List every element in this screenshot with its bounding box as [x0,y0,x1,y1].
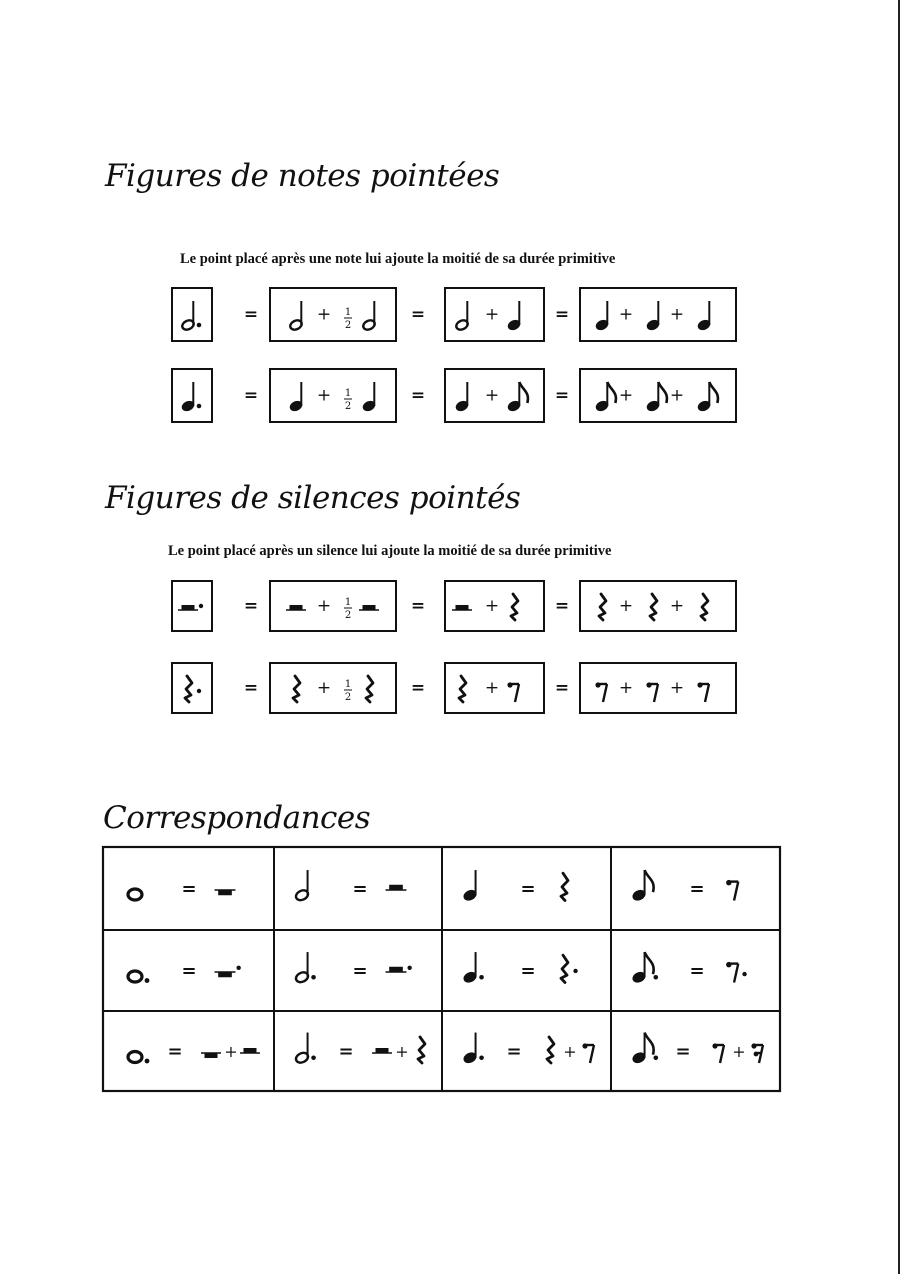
one-half-fraction [344,307,352,331]
fraction-numerator: 1 [344,307,352,318]
eighth-rest-glyph [582,1043,594,1063]
figure-box-1 [172,663,212,713]
table-cell-r3-c1 [128,1041,260,1063]
eighth-rest-glyph [646,682,658,702]
quarter-note-glyph [595,301,610,331]
notes-section-title: Figures de notes pointées [105,158,500,194]
half-rest-glyph [359,605,379,610]
one-half-fraction [344,679,352,703]
notehead [128,889,142,900]
half-note-glyph [455,301,470,331]
rest-stem [705,684,709,702]
rest-stroke [701,594,708,620]
figure-box-2 [270,288,396,341]
rest-stroke [650,594,657,620]
flag [519,382,528,403]
fraction-numerator: 1 [344,388,352,399]
equals-sign-2: = [410,596,426,616]
half-note-dotted-glyph [294,952,315,984]
half-rest-glyph [452,605,472,610]
table-cell-r1-c3 [462,870,568,902]
half-rest-glyph [240,1048,260,1053]
dotted-half-note-row [172,288,736,341]
figure-box-2 [270,581,396,631]
table-cell-r3-c2 [294,1033,425,1065]
whole-note-dotted-glyph [128,971,149,983]
rest-block [389,967,403,972]
rests-section-title: Figures de silences pointés [105,480,521,516]
equals-sign-3: = [554,596,570,616]
rest-dot [646,682,651,687]
rest-stroke [561,955,568,982]
dot [573,969,577,973]
fraction-numerator: 1 [344,597,352,608]
equals-sign: = [520,878,536,900]
table-cell-r2-c3 [462,952,577,984]
plus-sign: + [316,596,332,616]
eighth-rest-glyph [726,880,738,901]
rest-stroke [547,1037,554,1063]
equals-sign-2: = [410,304,426,325]
eighth-rest-glyph [595,682,607,702]
eighth-note-glyph [595,382,616,412]
rest-stem [515,684,519,702]
eighth-note-glyph [646,382,667,412]
plus-sign: + [484,304,500,325]
eighth-note-glyph [631,870,653,902]
flag [645,870,654,892]
table-cell-r3-c3 [462,1033,594,1065]
equals-sign: = [352,878,368,900]
equals-sign-1: = [243,304,259,325]
rest-block [205,1053,218,1058]
figure-box-1 [172,288,212,341]
quarter-note-glyph [362,382,377,412]
eighth-rest-glyph [507,682,519,702]
rest-dot [507,682,512,687]
rest-stem [720,1045,724,1063]
equals-sign: = [181,960,197,982]
plus-sign: + [669,596,685,616]
plus-sign: + [395,1042,409,1061]
table-cell-r1-c1 [128,879,236,901]
eighth-note-glyph [507,382,528,412]
dot [145,1059,150,1064]
equals-sign-3: = [554,678,570,698]
quarter-rest-glyph [701,594,708,620]
plus-sign: + [224,1042,238,1061]
plus-sign: + [618,385,634,406]
plus-sign: + [669,304,685,325]
rest-stroke [561,873,568,900]
plus-sign: + [484,385,500,406]
flag [645,952,654,974]
dot [197,689,201,693]
eighth-rest-dotted-glyph [726,962,747,983]
eighth-note-glyph [697,382,718,412]
dot [407,966,411,970]
half-note-dotted-glyph [294,1033,315,1065]
equals-sign: = [352,960,368,982]
rest-dot [712,1043,717,1048]
quarter-rest-glyph [418,1037,425,1063]
equals-sign-1: = [243,678,259,698]
half-rest-glyph [386,885,407,890]
rest-stem [590,1045,594,1063]
rest-dot [697,682,702,687]
flag [709,382,718,403]
equals-sign: = [689,960,705,982]
notehead [128,971,142,982]
dot [199,604,203,608]
rest-stroke [293,676,300,702]
rest-stroke [366,676,373,702]
rest-dot [582,1043,587,1048]
plus-sign: + [484,596,500,616]
rest-block [376,1048,389,1053]
figure-box-2 [270,663,396,713]
rest-dot [751,1043,756,1048]
quarter-rest-dotted-glyph [561,955,578,982]
figure-box-2 [270,369,396,422]
rest-stem [654,684,658,702]
quarter-note-glyph [455,382,470,412]
equals-sign: = [689,878,705,900]
quarter-note-glyph [507,301,522,331]
fraction-denominator: 2 [344,692,352,703]
quarter-rest-glyph [561,873,568,900]
correspondances-table [103,847,780,1091]
plus-sign: + [669,385,685,406]
quarter-rest-glyph [293,676,300,702]
half-rest-dotted-glyph [386,966,412,972]
rests-section-subtitle: Le point placé après un silence lui ajoute la moitié de sa durée primitive [168,543,612,559]
dot [197,404,202,409]
dot [311,975,316,980]
figure-box-1 [172,369,212,422]
rest-stem [734,882,738,901]
one-half-fraction [344,597,352,621]
quarter-note-dotted-glyph [462,952,483,984]
half-note-glyph [289,301,304,331]
figure-box-4 [580,581,736,631]
whole-rest-glyph [201,1053,221,1058]
plus-sign: + [484,678,500,698]
rest-block [456,605,469,610]
quarter-rest-glyph [366,676,373,702]
rest-block [182,605,195,610]
quarter-note-dotted-glyph [462,1033,483,1065]
rest-stem [603,684,607,702]
eighth-rest-glyph [712,1043,724,1063]
quarter-note-glyph [462,870,477,902]
equals-sign-1: = [243,596,259,616]
plus-sign: + [316,304,332,325]
quarter-note-glyph [646,301,661,331]
fraction-numerator: 1 [344,679,352,690]
table-cell-r1-c4 [631,870,738,902]
notes-section-subtitle: Le point placé après une note lui ajoute la moitié de sa durée primitive [180,251,616,267]
plus-sign: + [563,1042,577,1061]
rest-stroke [185,676,192,702]
dot [742,972,746,976]
eighth-rest-glyph [697,682,709,702]
plus-sign: + [618,678,634,698]
equals-sign: = [167,1041,183,1062]
dotted-quarter-rest-row [172,663,736,713]
table-cell-r1-c2 [294,870,406,902]
quarter-note-glyph [697,301,712,331]
rest-dot [726,880,731,885]
dot [197,323,202,328]
notehead [128,1052,142,1063]
equals-sign: = [520,960,536,982]
rest-stroke [599,594,606,620]
dot [479,1055,484,1060]
rest-block [218,972,232,977]
table-cell-r2-c2 [294,952,411,984]
rest-block [363,605,376,610]
whole-rest-glyph [215,890,236,895]
eighth-note-dotted-glyph [631,952,658,984]
one-half-fraction [344,388,352,412]
dot [654,975,659,980]
flag [645,1033,654,1055]
rest-block [290,605,303,610]
equals-sign: = [338,1041,354,1062]
rest-stroke [511,594,518,620]
plus-sign: + [316,678,332,698]
quarter-rest-glyph [650,594,657,620]
dot [654,1055,659,1060]
whole-note-dotted-glyph [128,1052,149,1064]
rest-dot [726,962,731,967]
quarter-rest-glyph [511,594,518,620]
equals-sign-2: = [410,385,426,406]
rest-block [244,1048,257,1053]
correspondances-title: Correspondances [103,800,371,836]
rest-stroke [418,1037,425,1063]
equals-sign-1: = [243,385,259,406]
table-cell-r3-c4 [631,1033,763,1065]
rest-block [218,890,232,895]
eighth-note-dotted-glyph [631,1033,658,1065]
dot [311,1055,316,1060]
rest-dot-2 [754,1052,759,1057]
rest-block [389,885,403,890]
equals-sign-2: = [410,678,426,698]
plus-sign: + [316,385,332,406]
fraction-denominator: 2 [344,320,352,331]
quarter-rest-glyph [599,594,606,620]
notes-section-figures [172,288,736,422]
rest-stroke [459,676,466,702]
table-cell-r2-c4 [631,952,746,984]
rest-stem [734,964,738,983]
sixteenth-rest-glyph [751,1043,763,1063]
half-rest-dotted-glyph [178,604,203,610]
equals-sign: = [506,1041,522,1062]
dotted-quarter-note-row [172,369,736,422]
fraction-denominator: 2 [344,610,352,621]
table-cell-r2-c1 [128,961,241,983]
flag [658,382,667,403]
flag [607,382,616,403]
dot [145,978,150,983]
half-rest-glyph [372,1048,392,1053]
plus-sign: + [618,304,634,325]
quarter-note-dotted-glyph [181,382,202,412]
fraction-denominator: 2 [344,401,352,412]
whole-rest-dotted-glyph [215,966,241,978]
whole-note-glyph [128,889,142,900]
equals-sign: = [675,1041,691,1062]
equals-sign: = [181,878,197,900]
dot [479,975,484,980]
dot [236,966,240,970]
quarter-rest-dotted-glyph [185,676,201,702]
quarter-rest-glyph [547,1037,554,1063]
half-rest-glyph [286,605,306,610]
rests-section-figures [172,581,736,713]
rest-dot [595,682,600,687]
plus-sign: + [669,678,685,698]
quarter-rest-glyph [459,676,466,702]
half-note-glyph [294,870,309,902]
half-note-glyph [362,301,377,331]
plus-sign: + [732,1042,746,1061]
dotted-half-rest-row [172,581,736,631]
plus-sign: + [618,596,634,616]
equals-sign-3: = [554,304,570,325]
quarter-note-glyph [289,382,304,412]
half-note-dotted-glyph [181,301,202,331]
equals-sign-3: = [554,385,570,406]
